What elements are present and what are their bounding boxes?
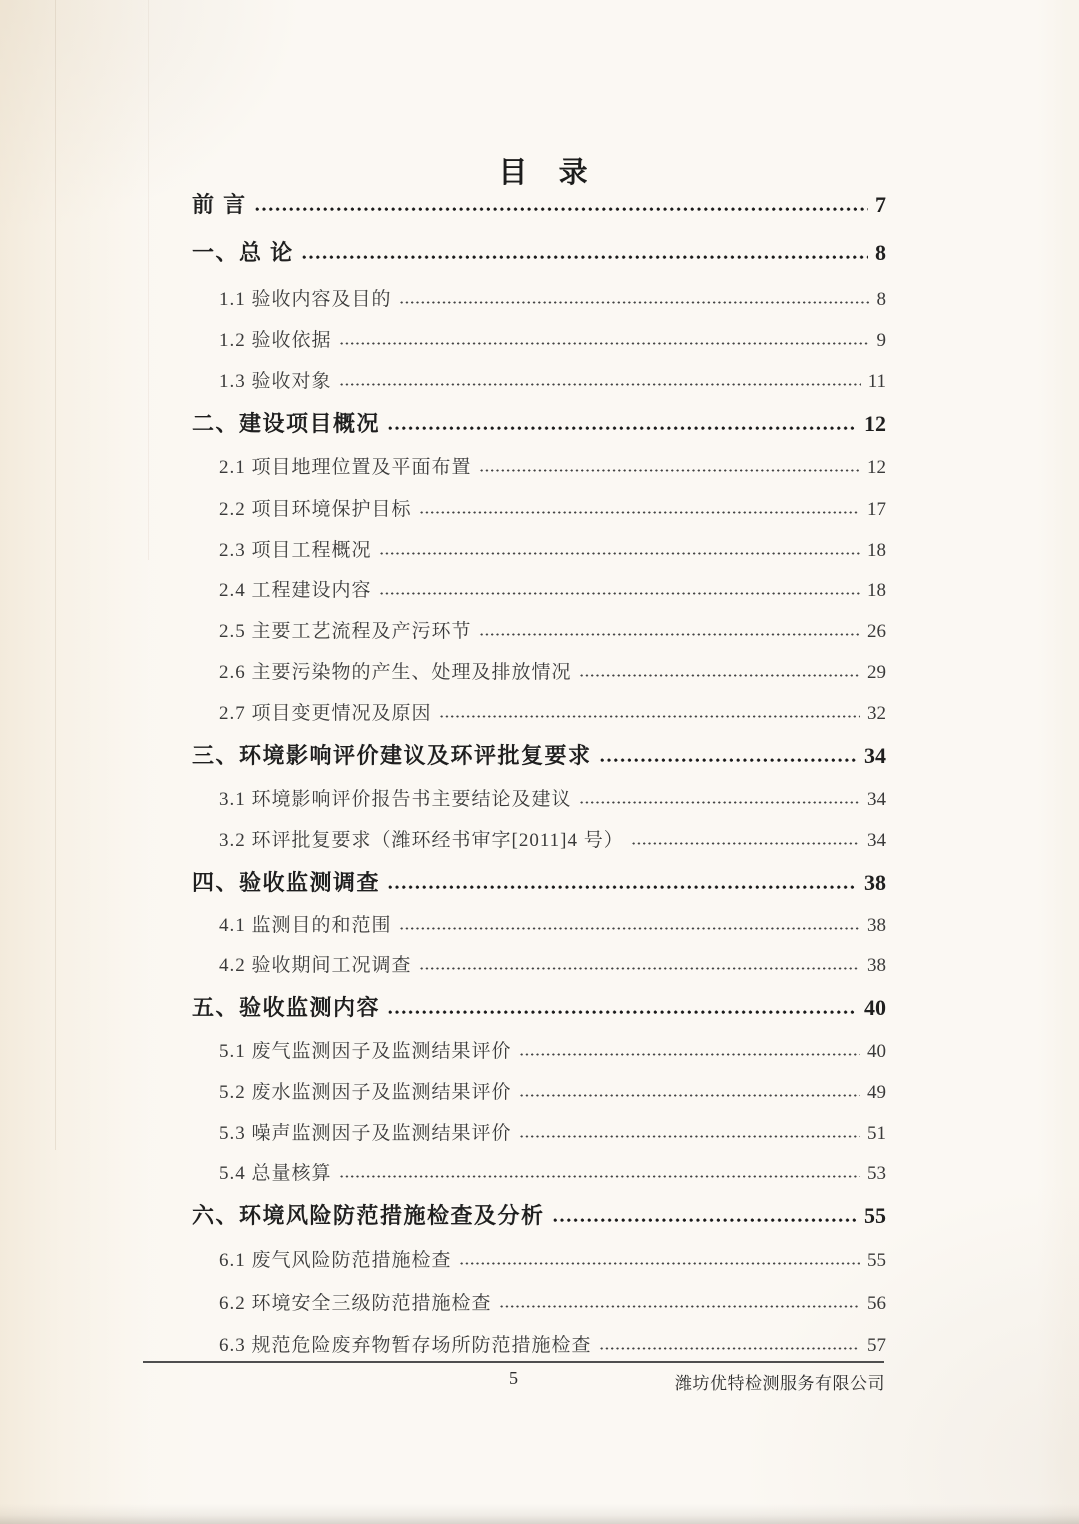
toc-entry-label: 三、环境影响评价建议及环评批复要求 [192, 743, 592, 768]
toc-entry-label: 2.4 工程建设内容 [219, 580, 372, 601]
toc-entry-page: 40 [867, 1041, 886, 1062]
toc-entry [192, 494, 886, 521]
dot-leader [339, 382, 861, 387]
toc-entry-label: 5.1 废气监测因子及监测结果评价 [219, 1041, 512, 1062]
toc-entry-label: 4.1 监测目的和范围 [219, 915, 392, 936]
toc-entry-page: 53 [867, 1163, 886, 1184]
dot-leader [479, 468, 860, 473]
toc-entry-label: 6.2 环境安全三级防范措施检查 [219, 1293, 492, 1314]
dot-leader [399, 926, 860, 931]
toc-entry-page: 57 [867, 1335, 886, 1356]
toc-entry-label: 6.3 规范危险废弃物暂存场所防范措施检查 [219, 1335, 592, 1356]
toc-entry-label: 4.2 验收期间工况调查 [219, 955, 412, 976]
toc-entry-page: 26 [867, 621, 886, 642]
toc-entry-page: 34 [867, 830, 886, 851]
toc-entry-page: 38 [867, 915, 886, 936]
toc-entry [192, 284, 886, 311]
dot-leader [399, 300, 870, 305]
footer-divider [143, 1361, 884, 1363]
dot-leader [552, 1217, 857, 1223]
toc-entry-page: 18 [867, 580, 886, 601]
dot-leader [519, 1052, 860, 1057]
toc-entry [192, 1245, 886, 1272]
toc-entry-page: 55 [867, 1250, 886, 1271]
toc-entry-page: 51 [867, 1123, 886, 1144]
toc-entry [192, 236, 886, 267]
dot-leader [499, 1304, 860, 1309]
toc-entry [192, 616, 886, 643]
toc-entry-label: 2.3 项目工程概况 [219, 540, 372, 561]
dot-leader [419, 510, 860, 515]
dot-leader [599, 757, 857, 763]
toc-entry [192, 825, 886, 852]
toc-entry-page: 29 [867, 662, 886, 683]
toc-entry-page: 12 [864, 411, 886, 436]
toc-entry-page: 38 [864, 870, 886, 895]
dot-leader [519, 1134, 860, 1139]
toc-entry-page: 17 [867, 499, 886, 520]
toc-entry [192, 1118, 886, 1145]
toc-entry-label: 2.7 项目变更情况及原因 [219, 703, 432, 724]
dot-leader [579, 673, 860, 678]
toc-entry [192, 1077, 886, 1104]
dot-leader [254, 206, 868, 212]
dot-leader [519, 1093, 860, 1098]
toc-entry [192, 1288, 886, 1315]
toc-entry-label: 1.2 验收依据 [219, 330, 332, 351]
toc-entry-page: 55 [864, 1203, 886, 1228]
toc-entry [192, 657, 886, 684]
toc-entry-page: 9 [876, 330, 886, 351]
footer-company-name: 潍坊优特检测服务有限公司 [675, 1374, 885, 1393]
dot-leader [379, 551, 860, 556]
toc-entry-page: 8 [875, 240, 886, 265]
dot-leader [419, 966, 860, 971]
toc-entry-label: 前 言 [192, 192, 247, 217]
dot-leader [459, 1261, 860, 1266]
toc-entry-page: 49 [867, 1082, 886, 1103]
dot-leader [339, 341, 870, 346]
toc-entry-label: 5.2 废水监测因子及监测结果评价 [219, 1082, 512, 1103]
dot-leader [301, 254, 868, 260]
toc-entry [192, 950, 886, 977]
toc-entry-label: 一、总 论 [192, 240, 294, 265]
toc-entry [192, 366, 886, 393]
toc-entry-label: 6.1 废气风险防范措施检查 [219, 1250, 452, 1271]
dot-leader [387, 884, 857, 890]
paper-crease [148, 0, 149, 560]
toc-entry-page: 12 [867, 457, 886, 478]
toc-entry-label: 2.6 主要污染物的产生、处理及排放情况 [219, 662, 572, 683]
toc-entry-label: 1.3 验收对象 [219, 371, 332, 392]
toc-entry [192, 188, 886, 219]
dot-leader [439, 714, 860, 719]
toc-entry-label: 二、建设项目概况 [192, 411, 381, 436]
toc-entry [192, 1036, 886, 1063]
toc-entry [192, 535, 886, 562]
dot-leader [387, 1009, 857, 1015]
toc-entry-label: 1.1 验收内容及目的 [219, 289, 392, 310]
toc-entry-label: 2.1 项目地理位置及平面布置 [219, 457, 472, 478]
toc-entry [192, 1158, 886, 1185]
toc-entry-page: 32 [867, 703, 886, 724]
dot-leader [387, 425, 857, 431]
toc-entry [192, 452, 886, 479]
dot-leader [579, 800, 860, 805]
toc-entry-page: 40 [864, 995, 886, 1020]
toc-entry-label: 2.2 项目环境保护目标 [219, 499, 412, 520]
toc-entry-page: 38 [867, 955, 886, 976]
toc-entry-page: 11 [867, 371, 886, 392]
toc-entry [192, 991, 886, 1022]
toc-entry [192, 575, 886, 602]
toc-entry-label: 3.2 环评批复要求（潍环经书审字[2011]4 号） [219, 830, 624, 851]
dot-leader [599, 1346, 860, 1351]
toc-entry [192, 407, 886, 438]
toc-entry-page: 7 [875, 192, 886, 217]
toc-entry [192, 784, 886, 811]
toc-entry [192, 910, 886, 937]
toc-entry [192, 739, 886, 770]
toc-entry [192, 1199, 886, 1230]
toc-entry-label: 五、验收监测内容 [192, 995, 381, 1020]
toc-title: 目 录 [498, 157, 589, 189]
toc-entry [192, 866, 886, 897]
toc-entry [192, 698, 886, 725]
dot-leader [379, 591, 860, 596]
toc-entry-label: 2.5 主要工艺流程及产污环节 [219, 621, 472, 642]
dot-leader [631, 841, 860, 846]
toc-entry-page: 8 [876, 289, 886, 310]
toc-entry-label: 5.4 总量核算 [219, 1163, 332, 1184]
footer-page-number: 5 [509, 1368, 518, 1388]
toc-entry-label: 六、环境风险防范措施检查及分析 [192, 1203, 545, 1228]
toc-entry [192, 1330, 886, 1357]
toc-entry-label: 5.3 噪声监测因子及监测结果评价 [219, 1123, 512, 1144]
toc-entry [192, 325, 886, 352]
toc-entry-page: 34 [867, 789, 886, 810]
toc-entry-page: 18 [867, 540, 886, 561]
dot-leader [479, 632, 860, 637]
toc-entry-page: 34 [864, 743, 886, 768]
toc-entry-label: 四、验收监测调查 [192, 870, 381, 895]
toc-entry-label: 3.1 环境影响评价报告书主要结论及建议 [219, 789, 572, 810]
toc-entry-page: 56 [867, 1293, 886, 1314]
dot-leader [339, 1174, 860, 1179]
